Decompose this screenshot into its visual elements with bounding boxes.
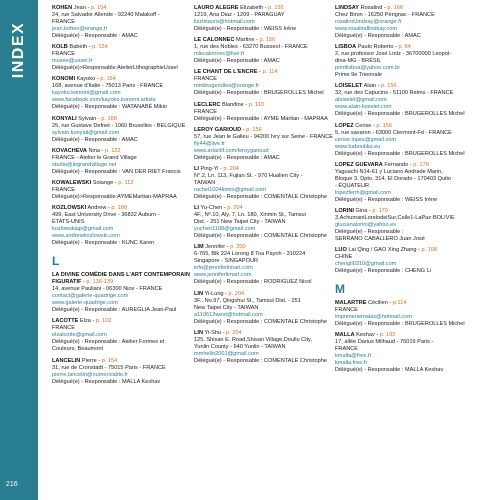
page-reference: p. 166 — [387, 5, 403, 11]
entry-link[interactable]: kmalla@free.fr — [335, 353, 372, 360]
index-sidebar — [0, 0, 38, 500]
entry-detail: Délégué(e) - Responsable : COMENTALE Christophe — [194, 318, 327, 325]
entry-detail: 1219, Ana Diaz - 1209 - PARAGUAY — [194, 12, 285, 18]
entry-header: KONYALI Sylvain - p. 168 — [52, 115, 117, 122]
entry-header: KOVACHEVA Nina - p. 122 — [52, 147, 121, 154]
entry-first-name: Pierre — [81, 357, 97, 364]
page-reference: p. 110 — [248, 101, 264, 108]
entry-link[interactable]: www.rosalindlindsay.com — [335, 26, 398, 32]
entry-detail: Délégué(e) - Responsable : WEISS Irène — [335, 196, 438, 203]
index-entry — [194, 69, 334, 97]
entry-first-name: Nina — [88, 147, 100, 154]
entry-first-name: Blandine — [221, 101, 244, 108]
entry-header: LINDSAY Rosalind - p. 166 — [335, 5, 403, 11]
index-title-text: INDEX — [10, 21, 27, 79]
entry-header: LI Ping-Yi - p. 204 — [194, 165, 239, 172]
entry-link[interactable]: jean.kohen@orange.fr — [52, 26, 108, 32]
entry-first-name: Kayoko — [76, 76, 96, 83]
section-letter: M — [335, 282, 345, 297]
entry-link[interactable]: www.facebook.com/kayoko.konomi.artiste — [52, 97, 156, 104]
entry-header: KOHEN Jean - p. 154 — [52, 5, 107, 11]
entry-name: KOVACHEVA — [52, 147, 87, 154]
entry-detail: Délégué(e) - Responsable : — [335, 228, 404, 235]
entry-detail: Bloque 3, Dpto. 314, El Dorado - 170403 Quito — [335, 175, 451, 182]
entry-link[interactable]: www.andrewkozlowski.com — [52, 233, 120, 240]
entry-detail: FRANCE — [52, 325, 75, 332]
entry-name: KOLB — [52, 44, 68, 51]
entry-detail: Dist. - 251 New Taipei City - TAIWAN — [194, 219, 286, 226]
entry-name: LIN — [194, 329, 204, 336]
entry-link[interactable]: www.alain-loiselet.com — [335, 104, 392, 111]
index-column-2 — [194, 5, 334, 369]
index-entry — [194, 102, 334, 123]
entry-header: LISBOA Paulo Roberto - p. 64 — [335, 44, 411, 51]
entry-detail: Délégué(e) - Responsable : AMAC — [194, 58, 280, 65]
entry-detail: CHINE — [335, 254, 353, 261]
entry-link[interactable]: a110612west@hotmail.com — [194, 311, 263, 318]
entry-link[interactable]: contact@galerie-quadrige.com — [52, 293, 129, 300]
entry-link[interactable]: cerise.lopez@gmail.com — [335, 136, 397, 143]
entry-detail: Délégué(e) - Responsable : AMAC — [52, 136, 138, 143]
entry-header: LORINI Gina - p. 170 — [335, 207, 388, 214]
entry-detail: 3F., No.97, Qingshui St., Tamsui Dist. - 251 — [194, 297, 301, 304]
entry-link[interactable]: fly44@live.fr — [194, 140, 225, 147]
entry-detail: 1, rue des Nobles - 63270 Busseol - FRANCE — [194, 44, 308, 51]
index-entry — [52, 180, 192, 201]
entry-detail: Yunlin County - 640 Yunlin - TAIWAN — [194, 343, 286, 350]
entry-header: LIN Yi-Shu - p. 204 — [194, 329, 242, 336]
entry-first-name: Alain — [363, 83, 377, 90]
entry-detail: 5, rue savaron - 63000 Clermont-Fd - FRANCE — [335, 129, 452, 136]
entry-first-name: Yi-Lung — [204, 290, 224, 297]
entry-first-name: Yi-Shu — [204, 329, 222, 336]
index-entry — [194, 244, 334, 286]
entry-name: LISBOA — [335, 44, 357, 51]
entry-name: KONOMI — [52, 76, 75, 83]
entry-detail: 32, rue des Capucins - 51100 Reims - FRANCE — [335, 90, 454, 97]
page-number: 216 — [6, 481, 18, 488]
entry-detail: FRANCE — [52, 19, 75, 25]
page-reference: p. 204 — [223, 165, 239, 172]
entry-link[interactable]: sylvain.konyali@gmail.com — [52, 129, 120, 136]
entry-name: LUO — [335, 247, 347, 254]
entry-name: LE CHANT DE L'ENCRE — [194, 69, 258, 76]
page-reference: p. 114 — [262, 69, 278, 76]
entry-detail: Délégué(e) - Responsable : RODRIGUEZ Nicol — [194, 279, 312, 286]
entry-link[interactable]: glucianalorini@yahoo.es — [335, 221, 397, 228]
entry-header: KONOMI Kayoko - p. 154 — [52, 76, 116, 83]
entry-name: KOZLOWSKI — [52, 205, 87, 212]
entry-header: LACOTTE Elza - p. 102 — [52, 318, 112, 325]
entry-detail: Délégué(e)>Responsable:AYMEMartian-MAPRAA — [52, 193, 177, 200]
entry-name: LINDSAY — [335, 5, 360, 11]
entry-name: LE CALONNEC — [194, 37, 235, 44]
entry-detail: N°.2, Ln. 113, Fujian St. - 970 Hualien City - — [194, 172, 303, 179]
entry-header: LI Yu-Chen - p. 204 — [194, 205, 243, 212]
index-entry — [194, 205, 334, 240]
entry-name: LOISELET — [335, 83, 363, 90]
entry-name: MALLA — [335, 332, 355, 339]
entry-first-name: Jennifer — [205, 244, 226, 251]
entry-link[interactable]: lopezferm@gmail.com — [335, 189, 391, 196]
page-reference: p. 192 — [379, 332, 396, 339]
entry-link[interactable]: www.baboutika.eu — [335, 143, 381, 150]
entry-detail: - ÉQUATEUR — [335, 182, 370, 189]
entry-detail: 31, rue de Cronstadt - 75015 Paris - FRANCE — [52, 364, 166, 371]
entry-detail: Délégué(e) - Responsable : BRUGEROLLES Michel — [194, 90, 324, 97]
entry-first-name: Lai Qing / GAO Xing Zhang — [348, 247, 417, 254]
index-entry — [52, 5, 192, 40]
entry-header: MALARTRE Cécilien - p.114 — [335, 300, 407, 307]
page-reference: p. 192 — [268, 5, 284, 11]
entry-detail: Délégué(e) - Responsable : AMAC — [335, 33, 421, 39]
index-column-1 — [52, 5, 192, 390]
entry-detail: Délégué(e) - Responsable : MALLA Keshav — [52, 378, 161, 385]
entry-link[interactable]: www.jenniferlimart.com — [194, 272, 252, 279]
entry-name: LEROY GARIOUD — [194, 126, 242, 133]
index-entry — [335, 44, 497, 79]
entry-link[interactable]: chengli0310@gmail.com — [335, 261, 397, 268]
entry-link[interactable]: mmhello2001@gmail.com — [194, 350, 259, 357]
entry-link[interactable]: yuchen1108@gmail.com — [194, 226, 256, 233]
entry-first-name: Babeth — [69, 44, 88, 51]
entry-first-name: Cécilien — [367, 300, 388, 307]
entry-detail: 17, allée Darius Milhaud - 75019 Paris - — [335, 339, 434, 346]
entry-name: LI — [194, 205, 199, 212]
entry-detail: Délégué(e) - Responsable : AYME Martian - MAPRAA — [194, 115, 328, 122]
index-title — [0, 0, 38, 100]
page-reference: p. 156 — [259, 37, 276, 44]
page-reference: p. 122 — [104, 147, 121, 154]
entry-first-name: Solange — [92, 179, 114, 186]
index-entry — [335, 208, 497, 243]
page-reference: p.114 — [392, 300, 407, 307]
index-entry — [52, 205, 192, 247]
entry-header: LECLERC Blandine - p. 110 — [194, 101, 264, 108]
index-entry — [335, 300, 497, 328]
entry-detail: 2, rue professor José Lintz - 36700000 Leopol- — [335, 51, 451, 58]
page-reference: p. 136-139 — [86, 279, 114, 286]
page-reference: p. 102 — [95, 318, 112, 325]
entry-header: LOPEZ GUEVARA Fernando - p. 178 — [335, 161, 429, 168]
entry-detail: 14, avenue Pauliani - 06300 Nice - FRANCE — [52, 286, 163, 293]
entry-name: LIM — [194, 244, 204, 251]
entry-header: KOLB Babeth - p. 124 — [52, 44, 108, 51]
entry-name: LAURO ALEGRE — [194, 5, 239, 11]
entry-name: LA DIVINE COMÉDIE DANS L'ART CONTEMPORAIN FIGURATIF — [52, 272, 190, 286]
entry-first-name: Fernando — [384, 161, 409, 168]
page-reference: p. 156 — [381, 83, 397, 90]
entry-link[interactable]: www.galerie-quadrige.com — [52, 300, 118, 307]
entry-header: KOWALEWSKI Solange - p. 112 — [52, 179, 134, 186]
entry-detail: 168, avenue d'Italie - 75013 Paris - FRANCE — [52, 83, 164, 90]
index-entry — [52, 148, 192, 176]
entry-link[interactable]: kmalla.free.fr — [335, 360, 368, 367]
entry-first-name: Rosalind — [360, 5, 383, 11]
entry-link[interactable]: mlecalonnec@live.fr — [194, 51, 245, 58]
entry-detail: 4F., Nº.10, Aly. 7, Ln. 180, Xinmin St., Tamsui — [194, 212, 306, 219]
index-entry — [335, 83, 497, 118]
entry-first-name: Andrew — [87, 205, 107, 212]
entry-first-name: Cerise — [355, 122, 372, 129]
entry-detail: 25, rue Gustave Defnet - 1060 Bruxelles - BELGIQUE — [52, 122, 186, 129]
entry-name: LECLERC — [194, 101, 221, 108]
page-reference: p. 108 — [421, 247, 438, 254]
entry-name: LORINI — [335, 207, 354, 214]
page-reference: p. 156 — [376, 122, 392, 129]
entry-detail: FRANCE — [52, 51, 75, 58]
entry-first-name: Martine — [235, 37, 255, 44]
entry-detail: Yaguachi N14-61 y Luciano Andrade Marin, — [335, 168, 443, 175]
entry-detail: 499, East University Drive - 36832 Auburn - — [52, 212, 160, 219]
entry-first-name: Elza — [79, 318, 91, 325]
page-reference: p. 170 — [372, 207, 388, 214]
entry-first-name: Yu-Chen — [200, 205, 223, 212]
entry-link[interactable]: mmbrugerolles@orange.fr — [194, 83, 260, 90]
entry-detail: Délégué(e) - Responsable : COMENTALE Christophe — [194, 233, 327, 240]
entry-name: LOPEZ — [335, 122, 354, 129]
page-reference: p. 112 — [118, 179, 134, 186]
entry-link[interactable]: lizzielauro@hotmail.com — [194, 19, 255, 25]
page-reference: p. 154 — [100, 76, 116, 83]
entry-detail: ÉTATS-UNIS — [52, 219, 85, 226]
entry-header: LE CHANT DE L'ENCRE - p. 114 — [194, 69, 278, 76]
entry-link[interactable]: rosalind.lindsay@orange.fr — [335, 19, 402, 25]
index-entry — [194, 127, 334, 162]
entry-detail: FRANCE — [52, 186, 75, 193]
entry-name: KONYALI — [52, 115, 77, 122]
entry-detail: Délégué(e) - Responsable : AMAC — [52, 33, 138, 39]
entry-detail: Délégué(e)>Responsable:AtelierLithographieUssel — [52, 65, 178, 72]
entry-detail: FRANCE — [194, 76, 217, 83]
entry-header: LUO Lai Qing / GAO Xing Zhang - p. 108 — [335, 247, 438, 254]
entry-header: LIM Jennifer - p. 200 — [194, 244, 246, 251]
page-reference: p. 200 — [230, 244, 246, 251]
entry-detail: New Taipei City - TAIWAN — [194, 304, 259, 311]
index-entry — [194, 166, 334, 201]
entry-detail: 57, rue Jean le Galleu - 94200 Ivry sur Seine - FRANCE — [194, 133, 333, 140]
index-entry — [52, 116, 192, 144]
entry-name: LOPEZ GUEVARA — [335, 161, 383, 168]
entry-header: LA DIVINE COMÉDIE DANS L'ART CONTEMPORAIN FIGURATIF - p. 136-139 — [52, 272, 190, 286]
entry-detail: FRANCE — [335, 346, 358, 353]
index-entry — [52, 318, 192, 353]
index-entry — [52, 44, 192, 72]
index-column-3 — [335, 5, 497, 379]
entry-detail: Délégué(e) - Responsable : KUNC Karen — [52, 240, 155, 247]
entry-header: LEROY GARIOUD - p. 156 — [194, 126, 262, 133]
entry-link[interactable]: pierre.lancelin@numericable.fr — [52, 371, 128, 378]
page-reference: p. 178 — [413, 161, 429, 168]
page-reference: p. 156 — [246, 126, 262, 133]
entry-detail: Délégué(e) - Responsable : WATANABÉ Mikio — [52, 104, 167, 111]
entry-detail: Délégué(e) - Responsable : WEISS Irène — [194, 26, 297, 32]
page-reference: p. 204 — [228, 290, 245, 297]
entry-detail: Délégué(e) - Responsable : CHENG Li — [335, 268, 432, 275]
entry-detail: FRANCE — [194, 108, 217, 115]
index-entry — [52, 272, 192, 314]
entry-detail: Délégué(e) - Responsable : COMENTALE Christophe — [194, 357, 327, 364]
page-reference: p. 168 — [101, 115, 117, 122]
index-entry — [335, 5, 497, 40]
entry-name: KOWALEWSKI — [52, 179, 92, 186]
entry-link[interactable]: kozlowskiap@gmail.com — [52, 226, 114, 233]
entry-link[interactable]: elzalcotte@gmail.com — [52, 332, 107, 339]
entry-link[interactable]: printlisboa@yahoo.com.br — [335, 65, 401, 72]
entry-first-name: Elizabeth — [240, 5, 264, 11]
entry-detail: FRANCE - Atelier le Grand Village — [52, 154, 137, 161]
index-entry — [194, 330, 334, 365]
entry-detail: TAIWAN — [194, 179, 216, 186]
entry-detail: Délégué(e) - Responsable : BRUGEROLLES Michel — [335, 111, 465, 118]
entry-link[interactable]: rachel1004kimio@gmail.com — [194, 186, 266, 193]
entry-link[interactable]: www.artactif.com/leroygarioud — [194, 147, 269, 154]
entry-detail: Délégué(e) - Responsable : MALLA Keshav — [335, 367, 444, 374]
page-reference: p. 180 — [111, 205, 127, 212]
index-entry — [335, 332, 497, 374]
entry-name: LI — [194, 165, 199, 172]
entry-link[interactable]: aloiselet@gmail.com — [335, 97, 387, 104]
entry-detail: Délégué(e) - Responsable : AUREGLIA Jean-Paul — [52, 307, 177, 314]
index-entry — [335, 247, 497, 275]
page-reference: p. 64 — [398, 44, 411, 51]
entry-detail: Délégué(e) - Responsable : AMAC — [194, 154, 280, 161]
entry-detail: Délégué(e) - Responsable : BRUGEROLLES Michel — [335, 150, 465, 157]
entry-header: LAURO ALEGRE Elizabeth - p. 192 — [194, 5, 284, 11]
index-entry — [194, 5, 334, 33]
entry-link[interactable]: info@jenniferlimart.com — [194, 265, 253, 272]
entry-name: LACOTTE — [52, 318, 79, 325]
entry-first-name: Paulo Roberto — [357, 44, 394, 51]
page-reference: p. 204 — [226, 329, 242, 336]
entry-detail: 24, rue Salvador Allende - 92240 Malakoff - — [52, 12, 160, 18]
entry-detail: 6-765, Blk 224 Lorong 8 Toa Payoh - 310224 — [194, 251, 306, 258]
entry-link[interactable]: kayoko.konomi@gmail.com — [52, 90, 121, 97]
page-reference: p. 154 — [101, 357, 118, 364]
entry-header: LIN Yi-Lung - p. 204 — [194, 290, 245, 297]
entry-header: MALLA Keshav - p. 192 — [335, 332, 396, 339]
entry-name: LIN — [194, 290, 204, 297]
index-entry — [52, 358, 192, 386]
entry-detail: FRANCE — [335, 307, 358, 314]
entry-detail: 3,AchumaniLorelodelSur,Calle1-LaPaz-BOLIVIE — [335, 214, 455, 221]
entry-name: LANCELIN — [52, 357, 81, 364]
entry-link[interactable]: imprimeriemalas@hotmail.com — [335, 314, 412, 321]
entry-detail: Prime 9e Triennale — [335, 72, 382, 79]
entry-link[interactable]: musee@ussel.fr — [52, 58, 93, 65]
entry-detail: Chez Biron - 16250 Pérignac - FRANCE — [335, 12, 435, 18]
entry-first-name: Jean — [73, 5, 86, 11]
entry-first-name: Ping-Yi — [200, 165, 219, 172]
entry-header: LANCELIN Pierre - p. 154 — [52, 357, 118, 364]
entry-header: KOZLOWSKI Andrew - p. 180 — [52, 205, 127, 212]
index-entry — [194, 291, 334, 326]
section-letter: L — [52, 254, 60, 269]
entry-header: LE CALONNEC Martine - p. 156 — [194, 37, 276, 44]
entry-detail: Délégué(e) - Responsable : BRUGEROLLES Michel — [335, 321, 465, 328]
entry-detail: Délégué(e) - Responsable : Atelier Formes et — [52, 339, 165, 346]
page-reference: p. 204 — [227, 205, 243, 212]
entry-first-name: Gina — [355, 207, 368, 214]
entry-detail: Délégué(e) - Responsable : COMENTALE Christophe — [194, 193, 327, 200]
entry-link[interactable]: studio@legrandvillage.net — [52, 161, 117, 168]
entry-first-name: Keshav — [356, 332, 375, 339]
index-entry — [335, 162, 497, 204]
entry-detail: Couleurs, Beaumont — [52, 346, 103, 353]
entry-detail: Singapore - SINGAPOUR — [194, 258, 259, 265]
page-reference: p. 124 — [92, 44, 108, 51]
entry-first-name: Sylvain — [78, 115, 97, 122]
index-entry — [335, 123, 497, 158]
index-entry — [52, 76, 192, 111]
index-entry — [194, 37, 334, 65]
entry-name: KOHEN — [52, 5, 73, 11]
entry-header: LOPEZ Cerise - p. 156 — [335, 122, 392, 129]
entry-detail: dina-MG - BRÉSIL — [335, 58, 382, 65]
entry-detail: SERRANO CABALLERO Juan José — [335, 235, 425, 242]
entry-detail: 125, Shisan E. Road,Shisan Village,Doullu City, — [194, 336, 312, 343]
page-reference: p. 154 — [90, 5, 107, 11]
entry-detail: Délégué(e) - Responsable : VAN DER RIET Francis — [52, 168, 181, 175]
entry-header: LOISELET Alain - p. 156 — [335, 83, 397, 90]
entry-name: MALARTRE — [335, 300, 367, 307]
